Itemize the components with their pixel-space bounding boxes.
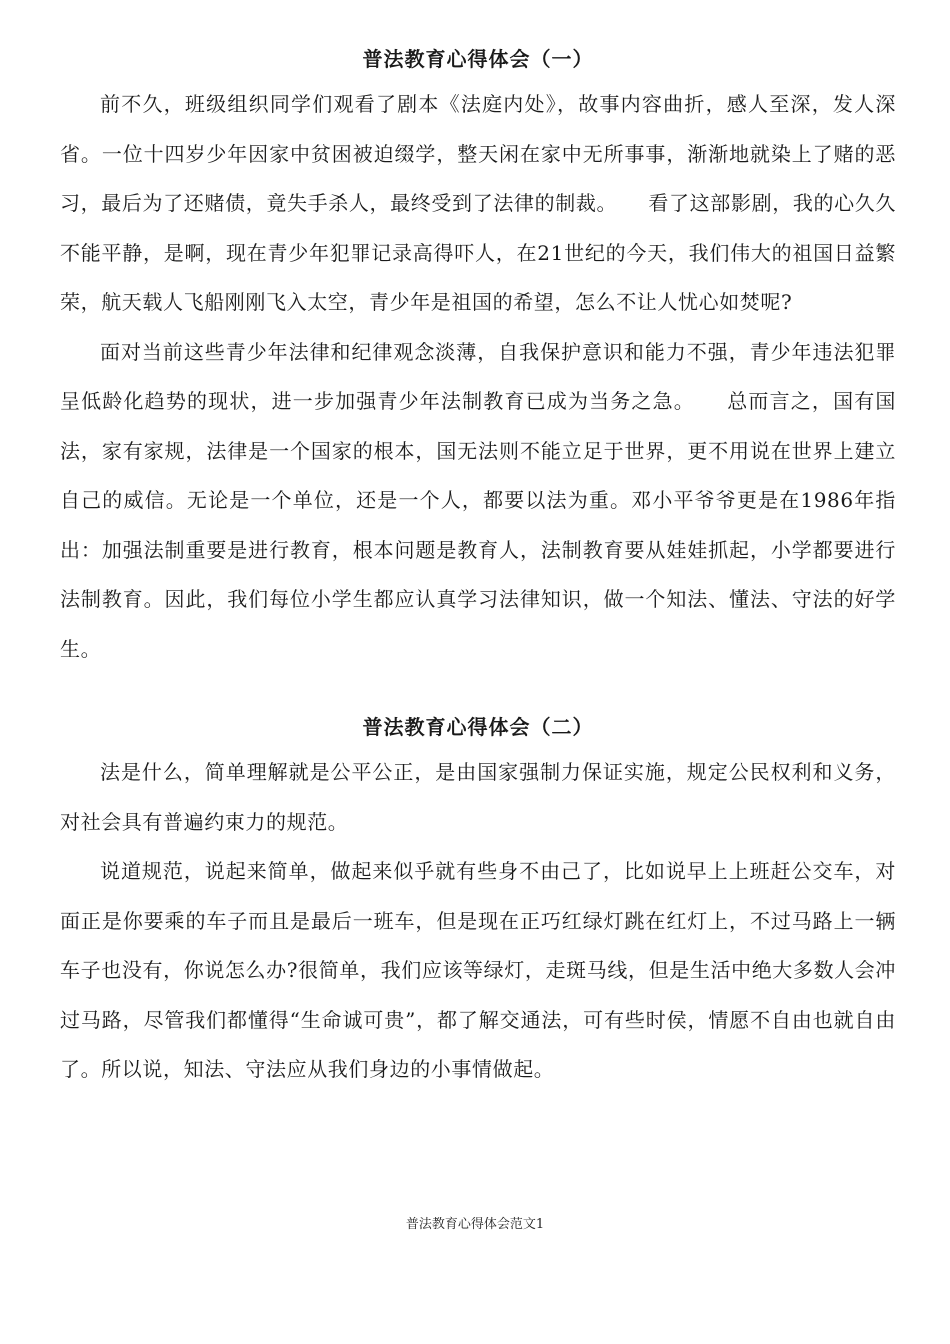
section-two — [60, 712, 896, 1095]
page-footer: 普法教育心得体会范文1 — [405, 1217, 545, 1232]
section-one-paragraph-2: 面对当前这些青少年法律和纪律观念淡薄，自我保护意识和能力不强，青少年违法犯罪呈低龄化趋势的现状，进一步加强青少年法制教育已成为当务之急。 总而言之，国有国法，家有家规，法律是一个国家的根本，国无法则不能立足于世界，更不用说在世界上建立自己的威信。无论是一个单位，还是一个人，都要以法为重。邓小平爷爷更是在1986年指出：加强法制重要是进行教育，根本问题是教育人，法制教育要从娃娃抓起，小学都要进行法制教育。因此，我们每位小学生都应认真学习法律知识，做一个知法、懂法、守法的好学生。 — [60, 339, 896, 661]
section-two-paragraph-2: 说道规范，说起来简单，做起来似乎就有些身不由己了，比如说早上上班赶公交车，对面正是你要乘的车子而且是最后一班车，但是现在正巧红绿灯跳在红灯上，不过马路上一辆车子也没有，你说怎么办?很简单，我们应该等绿灯，走斑马线，但是生活中绝大多数人会冲过马路，尽管我们都懂得“生命诚可贵”，都了解交通法，可有些时侯，情愿不自由也就自由了。所以说，知法、守法应从我们身边的小事情做起。 — [60, 859, 896, 1081]
section-one-title: 普法教育心得体会（一） — [362, 47, 594, 71]
document-body — [60, 44, 896, 1095]
section-one-paragraph-1: 前不久，班级组织同学们观看了剧本《法庭内处》，故事内容曲折，感人至深，发人深省。一位十四岁少年因家中贫困被迫缀学，整天闲在家中无所事事，渐渐地就染上了赌的恶习，最后为了还赌债，竟失手杀人，最终受到了法律的制裁。 看了这部影剧，我的心久久不能平静，是啊，现在青少年犯罪记录高得吓人，在21世纪的今天，我们伟大的祖国日益繁荣，航天载人飞船刚刚飞入太空，青少年是祖国的希望，怎么不让人忧心如焚呢? — [60, 92, 896, 314]
section-two-title: 普法教育心得体会（二） — [362, 715, 594, 739]
section-divider-space — [60, 674, 896, 712]
section-one — [60, 44, 896, 674]
section-two-paragraph-1: 法是什么，简单理解就是公平公正，是由国家强制力保证实施，规定公民权利和义务，对社会具有普遍约束力的规范。 — [60, 760, 896, 834]
